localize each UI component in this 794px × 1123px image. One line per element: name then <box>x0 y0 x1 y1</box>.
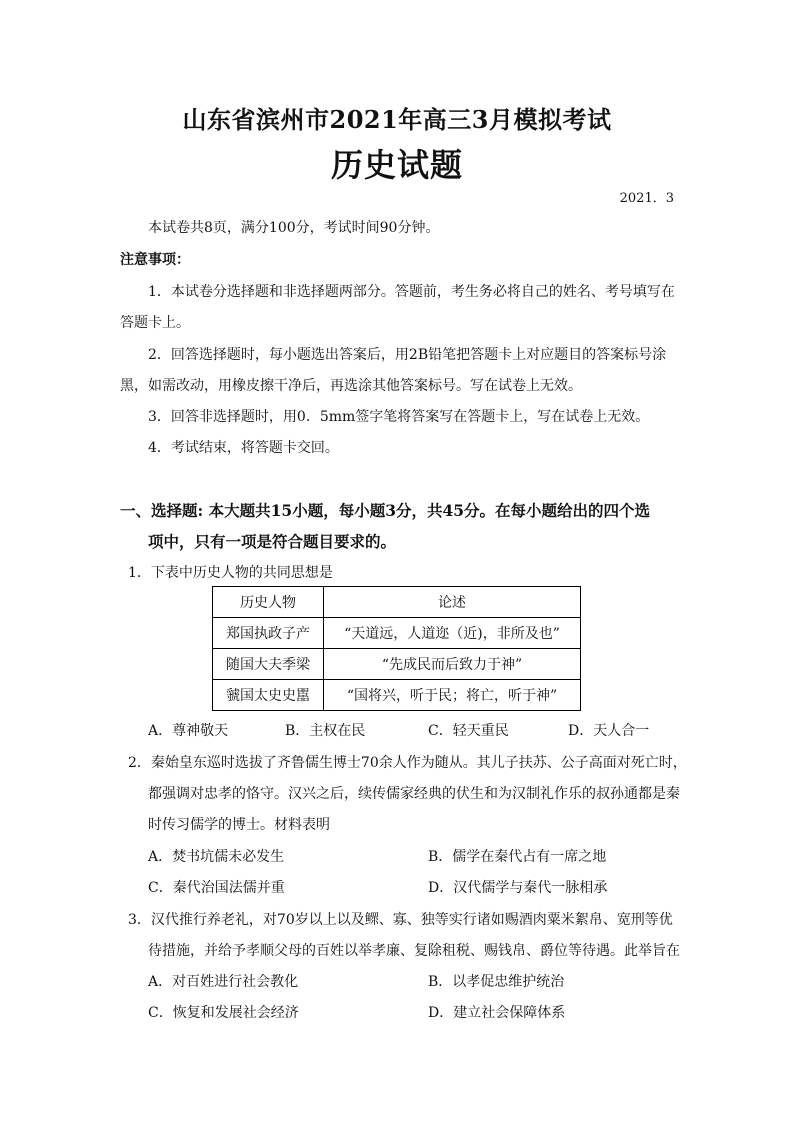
notice-item-1-cont: 答题卡上。 <box>120 315 190 331</box>
q2-option-d: D．汉代儒学与秦代一脉相承 <box>428 880 608 896</box>
notice-item-1: 1．本试卷分选择题和非选择题两部分。答题前，考生务必将自己的姓名、考号填写在 <box>148 284 675 300</box>
table-header-cell: 论述 <box>324 587 581 618</box>
table-header-row <box>213 587 581 618</box>
q2-line-2: 都强调对忠孝的恪守。汉兴之后，续传儒家经典的伏生和为汉制礼作乐的叔孙通都是秦 <box>148 786 680 802</box>
notice-item-3: 3．回答非选择题时，用0．5mm签字笔将答案写在答题卡上，写在试卷上无效。 <box>148 409 650 425</box>
q2-option-c: C．秦代治国法儒并重 <box>148 880 285 896</box>
table-row <box>213 649 581 680</box>
table-cell: 随国大夫季梁 <box>213 649 324 680</box>
q3-option-a: A．对百姓进行社会教化 <box>148 974 299 990</box>
notice-item-2-cont: 黑，如需改动，用橡皮擦干净后，再选涂其他答案标号。写在试卷上无效。 <box>120 378 582 394</box>
q3-option-b: B．以孝促忠维护统治 <box>428 974 565 990</box>
table-header-cell: 历史人物 <box>213 587 324 618</box>
exam-date: 2021．3 <box>619 191 674 206</box>
notice-item-2: 2．回答选择题时，每小题选出答案后，用2B铅笔把答题卡上对应题目的答案标号涂 <box>148 347 667 363</box>
table-cell: “国将兴，听于民；将亡，听于神” <box>324 680 581 711</box>
q3-option-c: C．恢复和发展社会经济 <box>148 1005 299 1021</box>
q3-option-d: D．建立社会保障体系 <box>428 1005 566 1021</box>
subject-title: 历史试题 <box>330 146 463 184</box>
q1-stem: 1．下表中历史人物的共同思想是 <box>128 565 333 581</box>
notice-heading: 注意事项： <box>120 252 190 268</box>
table-cell: “先成民而后致力于神” <box>324 649 581 680</box>
table-cell: 郑国执政子产 <box>213 618 324 649</box>
q2-line-3: 时传习儒学的博士。材料表明 <box>148 817 330 833</box>
q1-option-c: C．轻天重民 <box>428 723 509 739</box>
q2-option-a: A．焚书坑儒未必发生 <box>148 849 285 865</box>
section-1-heading: 一、选择题: 本大题共15小题，每小题3分，共45分。在每小题给出的四个选 <box>120 501 651 520</box>
table-row <box>213 618 581 649</box>
q1-table <box>212 586 581 711</box>
table-row <box>213 680 581 711</box>
exam-title: 山东省滨州市2021年高三3月模拟考试 <box>182 105 612 134</box>
q1-option-d: D．天人合一 <box>568 723 650 739</box>
notice-item-4: 4．考试结束，将答题卡交回。 <box>148 440 339 456</box>
q3-line-2: 待措施，并给予孝顺父母的百姓以举孝廉、复除租税、赐钱帛、爵位等待遇。此举旨在 <box>148 943 680 959</box>
q2-line-1: 2．秦始皇东巡时选拔了齐鲁儒生博士70余人作为随从。其儿子扶苏、公子高面对死亡时， <box>128 755 687 771</box>
section-1-heading-cont: 项中，只有一项是符合题目要求的。 <box>148 532 397 551</box>
q3-line-1: 3．汉代推行养老礼，对70岁以上以及鳏、寡、独等实行诸如赐酒肉粟米絮帛、宽刑等优 <box>128 912 673 928</box>
q1-option-b: B．主权在民 <box>285 723 366 739</box>
q2-option-b: B．儒学在秦代占有一席之地 <box>428 849 607 865</box>
q1-option-a: A．尊神敬天 <box>148 723 229 739</box>
table-cell: 虢国太史史嚚 <box>213 680 324 711</box>
intro-text: 本试卷共8页，满分100分，考试时间90分钟。 <box>148 220 440 236</box>
table-cell: “天道远，人道迩（近)，非所及也” <box>324 618 581 649</box>
